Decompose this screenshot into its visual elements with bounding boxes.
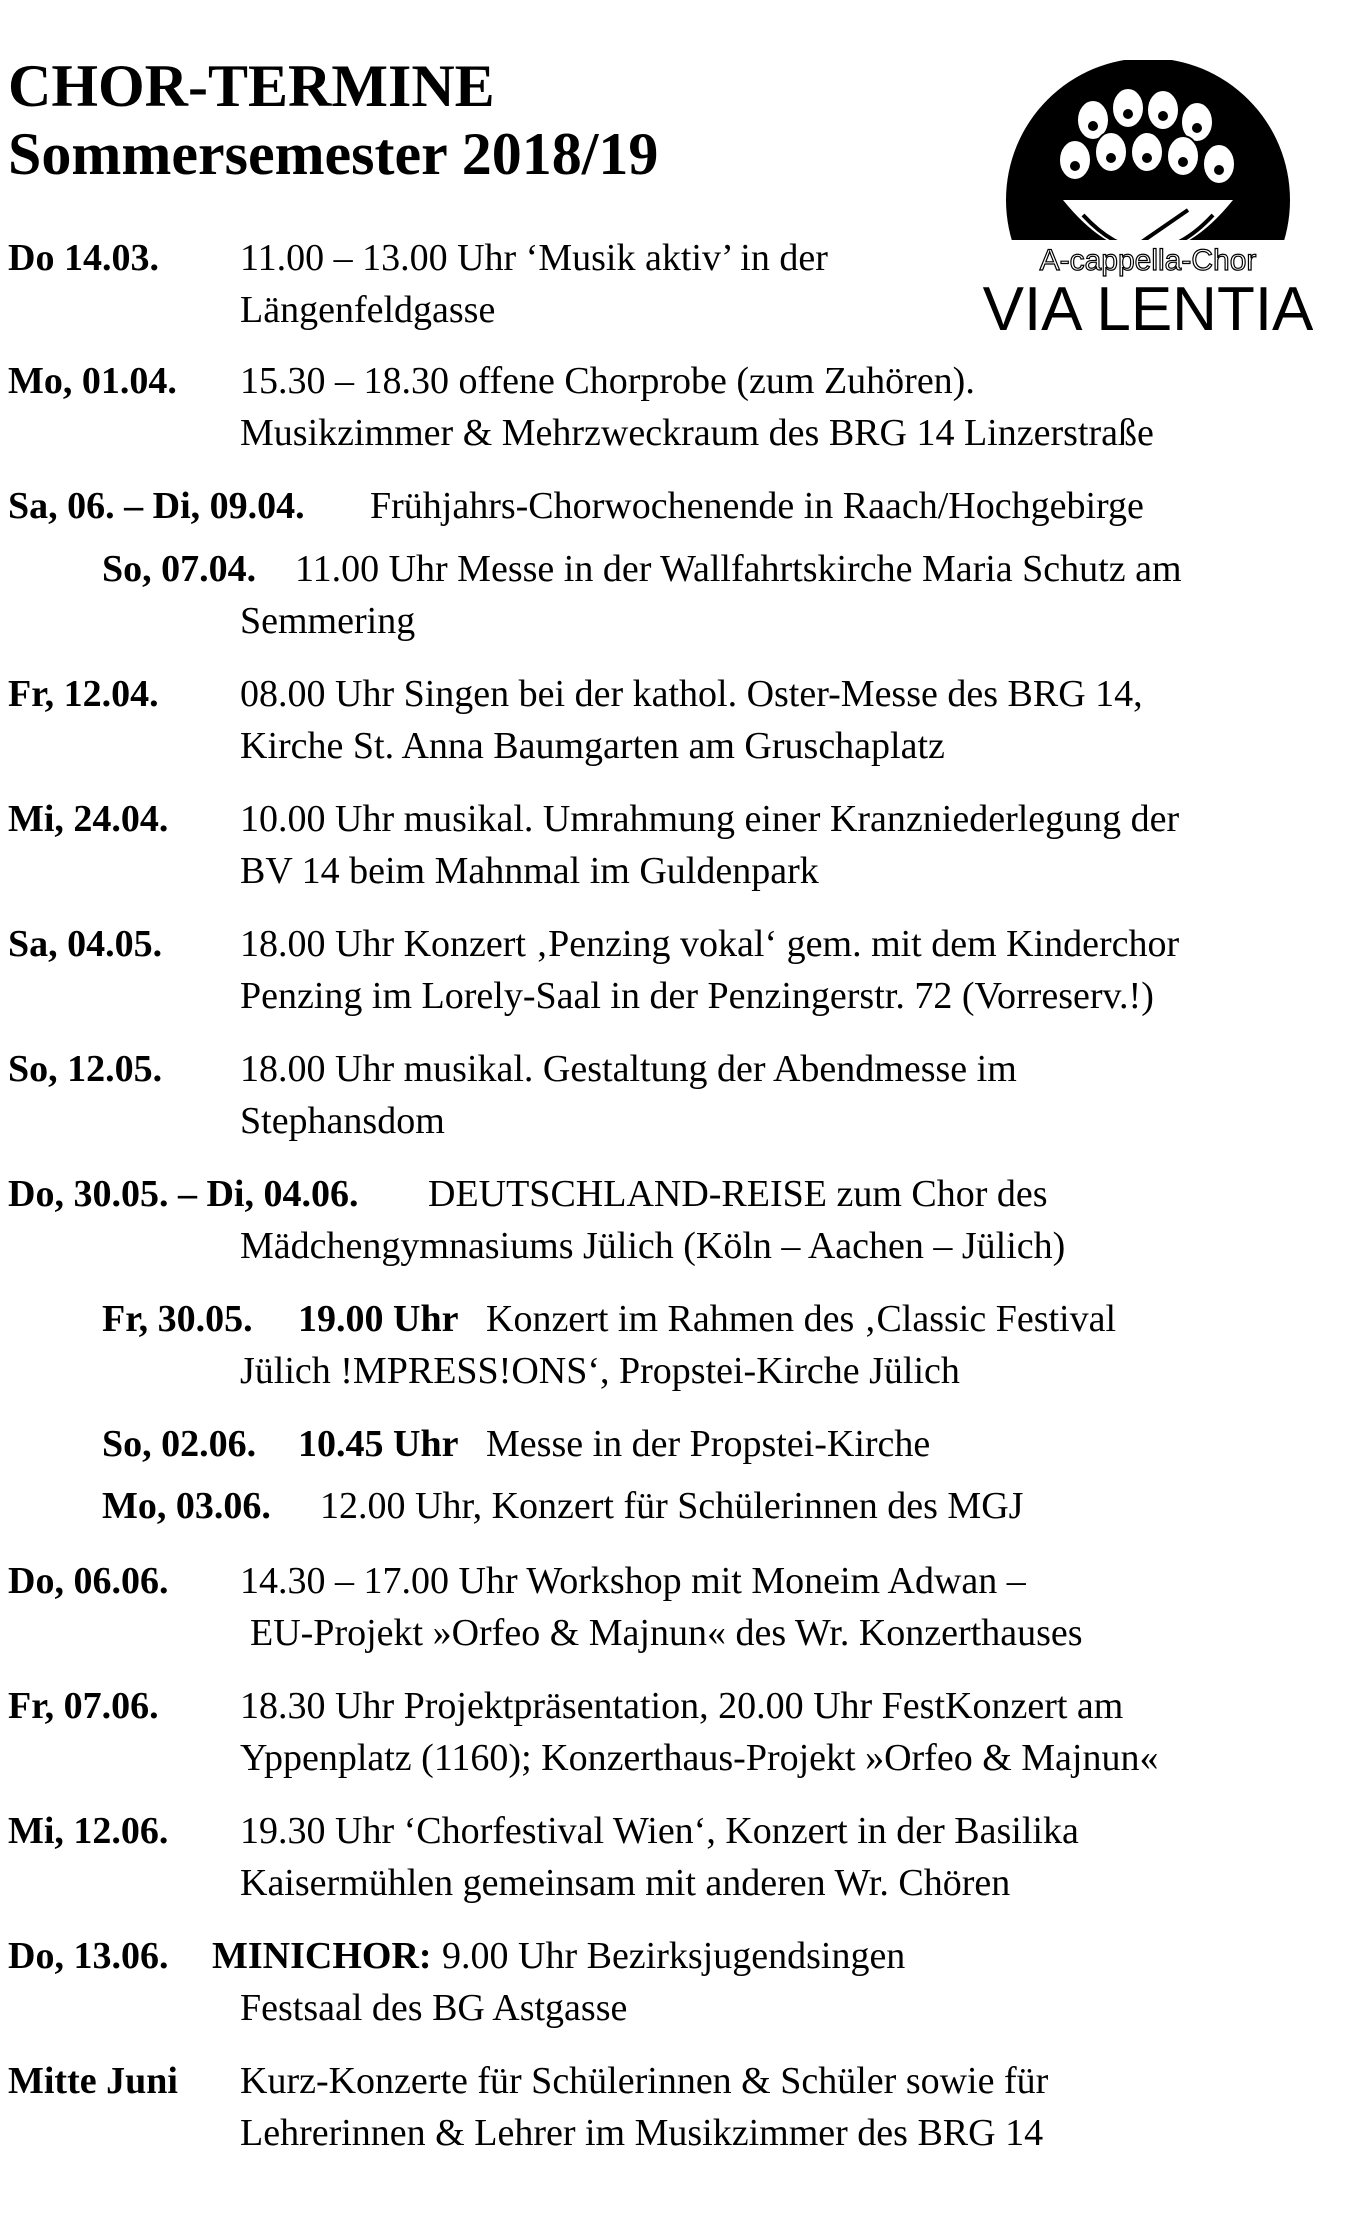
title-line-2: Sommersemester 2018/19	[8, 121, 659, 187]
choir-logo	[983, 60, 1313, 345]
entry-date: So, 07.04.	[102, 548, 257, 590]
logo-subtitle: A-cappella-Chor	[1039, 244, 1257, 277]
entry-date: Do, 06.06.	[8, 1560, 169, 1602]
entry-text: DEUTSCHLAND-REISE zum Chor des	[428, 1173, 1048, 1215]
entry-text: 15.30 – 18.30 offene Chorprobe (zum Zuhören).	[240, 360, 975, 402]
entry-text: Kirche St. Anna Baumgarten am Gruschaplatz	[240, 725, 945, 767]
entry-text: Semmering	[240, 600, 416, 642]
entry-text: 19.30 Uhr ‘Chorfestival Wien‘, Konzert in der Basilika	[240, 1810, 1079, 1852]
entry-text: BV 14 beim Mahnmal im Guldenpark	[240, 850, 819, 892]
entry-text: Kaisermühlen gemeinsam mit anderen Wr. Chören	[240, 1862, 1011, 1904]
entry-label: MINICHOR:	[212, 1935, 432, 1977]
entry-text: Mädchengymnasiums Jülich (Köln – Aachen – Jülich)	[240, 1225, 1066, 1267]
entry-date: Mi, 12.06.	[8, 1810, 169, 1852]
choir-logo-graphic	[983, 60, 1313, 345]
logo-name: VIA LENTIA	[983, 275, 1313, 344]
entry-text: 12.00 Uhr, Konzert für Schülerinnen des MGJ	[320, 1485, 1024, 1527]
entry-date: Do, 13.06.	[8, 1935, 169, 1977]
entry-text: Penzing im Lorely-Saal in der Penzingerstr. 72 (Vorreserv.!)	[240, 975, 1154, 1017]
entry-text: Jülich !MPRESS!ONS‘, Propstei-Kirche Jülich	[240, 1350, 960, 1392]
entry-text: Stephansdom	[240, 1100, 445, 1142]
entry-text: 18.00 Uhr Konzert ‚Penzing vokal‘ gem. mit dem Kinderchor	[240, 923, 1180, 965]
entry-date: Mi, 24.04.	[8, 798, 169, 840]
entry-date: So, 12.05.	[8, 1048, 163, 1090]
entry-text: Konzert im Rahmen des ‚Classic Festival	[486, 1298, 1117, 1340]
entry-text: 10.00 Uhr musikal. Umrahmung einer Kranzniederlegung der	[240, 798, 1180, 840]
entry-text: 11.00 Uhr Messe in der Wallfahrtskirche Maria Schutz am	[295, 548, 1182, 590]
entry-text: Kurz-Konzerte für Schülerinnen & Schüler sowie für	[240, 2060, 1049, 2102]
entry-text: 14.30 – 17.00 Uhr Workshop mit Moneim Adwan –	[240, 1560, 1026, 1602]
entry-date: Do 14.03.	[8, 237, 159, 279]
title-line-1: CHOR-TERMINE	[8, 53, 495, 119]
entry-text: Musikzimmer & Mehrzweckraum des BRG 14 Linzerstraße	[240, 412, 1154, 454]
entry-date: Sa, 06. – Di, 09.04.	[8, 485, 305, 527]
entry-date: So, 02.06.	[102, 1423, 257, 1465]
entry-text: Yppenplatz (1160); Konzerthaus-Projekt »Orfeo & Majnun«	[240, 1737, 1159, 1779]
entry-date: Fr, 07.06.	[8, 1685, 159, 1727]
entry-text: 18.00 Uhr musikal. Gestaltung der Abendmesse im	[240, 1048, 1017, 1090]
entry-text: Festsaal des BG Astgasse	[240, 1987, 628, 2029]
entry-date: Fr, 30.05.	[102, 1298, 253, 1340]
entry-date: Do, 30.05. – Di, 04.06.	[8, 1173, 359, 1215]
entry-time: 19.00 Uhr	[298, 1298, 459, 1340]
entry-text: 11.00 – 13.00 Uhr ‘Musik aktiv’ in der	[240, 237, 828, 279]
entry-date: Mitte Juni	[8, 2060, 178, 2102]
entry-text: 18.30 Uhr Projektpräsentation, 20.00 Uhr FestKonzert am	[240, 1685, 1124, 1727]
entry-text: Lehrerinnen & Lehrer im Musikzimmer des BRG 14	[240, 2112, 1044, 2154]
entry-text: Längenfeldgasse	[240, 289, 496, 331]
entry-date: Fr, 12.04.	[8, 673, 159, 715]
entry-date: Mo, 03.06.	[102, 1485, 271, 1527]
entry-time: 10.45 Uhr	[298, 1423, 459, 1465]
entry-date: Sa, 04.05.	[8, 923, 163, 965]
page-title	[8, 52, 658, 188]
entry-text: 08.00 Uhr Singen bei der kathol. Oster-Messe des BRG 14,	[240, 673, 1143, 715]
entry-text: EU-Projekt »Orfeo & Majnun« des Wr. Konzerthauses	[250, 1612, 1083, 1654]
entry-text: Messe in der Propstei-Kirche	[486, 1423, 931, 1465]
entry-text: Frühjahrs-Chorwochenende in Raach/Hochgebirge	[370, 485, 1144, 527]
entry-date: Mo, 01.04.	[8, 360, 177, 402]
entry-text: 9.00 Uhr Bezirksjugendsingen	[442, 1935, 906, 1977]
